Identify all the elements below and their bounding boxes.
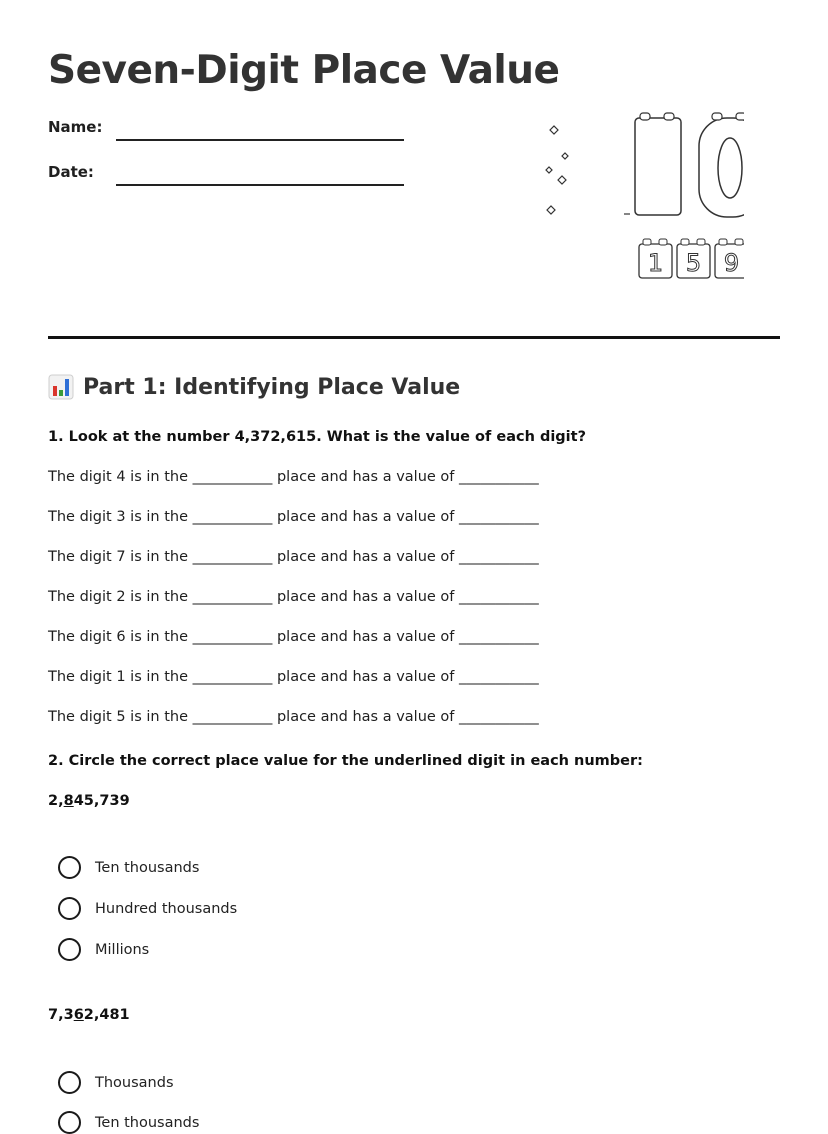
underlined-digit: 8 [63, 793, 74, 809]
number-part: 2,481 [83, 1007, 130, 1023]
bar-chart-icon [48, 374, 74, 400]
radio-circle[interactable] [58, 1111, 81, 1134]
name-line[interactable] [116, 139, 404, 141]
q1-sentence-6[interactable]: The digit 1 is in the ___________ place and has a value of ___________ [48, 669, 539, 685]
small-block-1 [639, 239, 672, 278]
part1-heading [48, 374, 460, 400]
q1-sentence-5[interactable]: The digit 6 is in the ___________ place and has a value of ___________ [48, 629, 539, 645]
q2-item1-option-2[interactable] [58, 897, 237, 920]
q1-sentence-3[interactable]: The digit 7 is in the ___________ place and has a value of ___________ [48, 549, 539, 565]
q1-sentence-7[interactable]: The digit 5 is in the ___________ place and has a value of ___________ [48, 709, 539, 725]
q1-sentence-4[interactable]: The digit 2 is in the ___________ place and has a value of ___________ [48, 589, 539, 605]
radio-circle[interactable] [58, 897, 81, 920]
section-divider [48, 336, 780, 339]
option-label: Hundred thousands [95, 900, 238, 917]
big-block-zero [699, 113, 744, 217]
small-block-9 [715, 239, 744, 278]
q2-item1-option-3[interactable] [58, 938, 149, 961]
number-part: 2, [48, 793, 64, 809]
part1-title: Part 1: Identifying Place Value [83, 374, 461, 400]
option-label: Ten thousands [95, 859, 200, 876]
sparkle-icon [546, 167, 552, 173]
date-label: Date: [48, 163, 94, 181]
option-label: Thousands [95, 1074, 174, 1091]
option-label: Millions [95, 941, 150, 958]
radio-circle[interactable] [58, 938, 81, 961]
option-label: Ten thousands [95, 1114, 200, 1131]
q2-item1-option-1[interactable] [58, 856, 199, 879]
radio-circle[interactable] [58, 1071, 81, 1094]
question-2-prompt: 2. Circle the correct place value for the underlined digit in each number: [48, 753, 643, 769]
small-digit-1: 1 [647, 249, 664, 277]
date-line[interactable] [116, 184, 404, 186]
q2-number-1 [48, 793, 130, 809]
radio-circle[interactable] [58, 856, 81, 879]
question-1-prompt: 1. Look at the number 4,372,615. What is the value of each digit? [48, 429, 586, 445]
sparkle-icon [550, 126, 558, 134]
sparkle-icon [558, 176, 566, 184]
sparkle-icon [562, 153, 568, 159]
name-label: Name: [48, 118, 103, 136]
q1-sentence-2[interactable]: The digit 3 is in the ___________ place and has a value of ___________ [48, 509, 539, 525]
sparkle-icon [547, 206, 555, 214]
small-block-5 [677, 239, 710, 278]
small-digit-9: 9 [723, 249, 740, 277]
big-block-one [635, 113, 681, 215]
underlined-digit: 6 [73, 1007, 84, 1023]
q2-item2-option-2[interactable] [58, 1111, 199, 1134]
number-part: 45,739 [73, 793, 130, 809]
q2-item2-option-1[interactable] [58, 1071, 174, 1094]
number-blocks-illustration [544, 104, 744, 284]
page-title: Seven-Digit Place Value [48, 48, 560, 93]
q2-number-2 [48, 1007, 130, 1023]
number-part: 7,3 [48, 1007, 74, 1023]
small-digit-5: 5 [685, 249, 702, 277]
q1-sentence-1[interactable]: The digit 4 is in the ___________ place and has a value of ___________ [48, 469, 539, 485]
